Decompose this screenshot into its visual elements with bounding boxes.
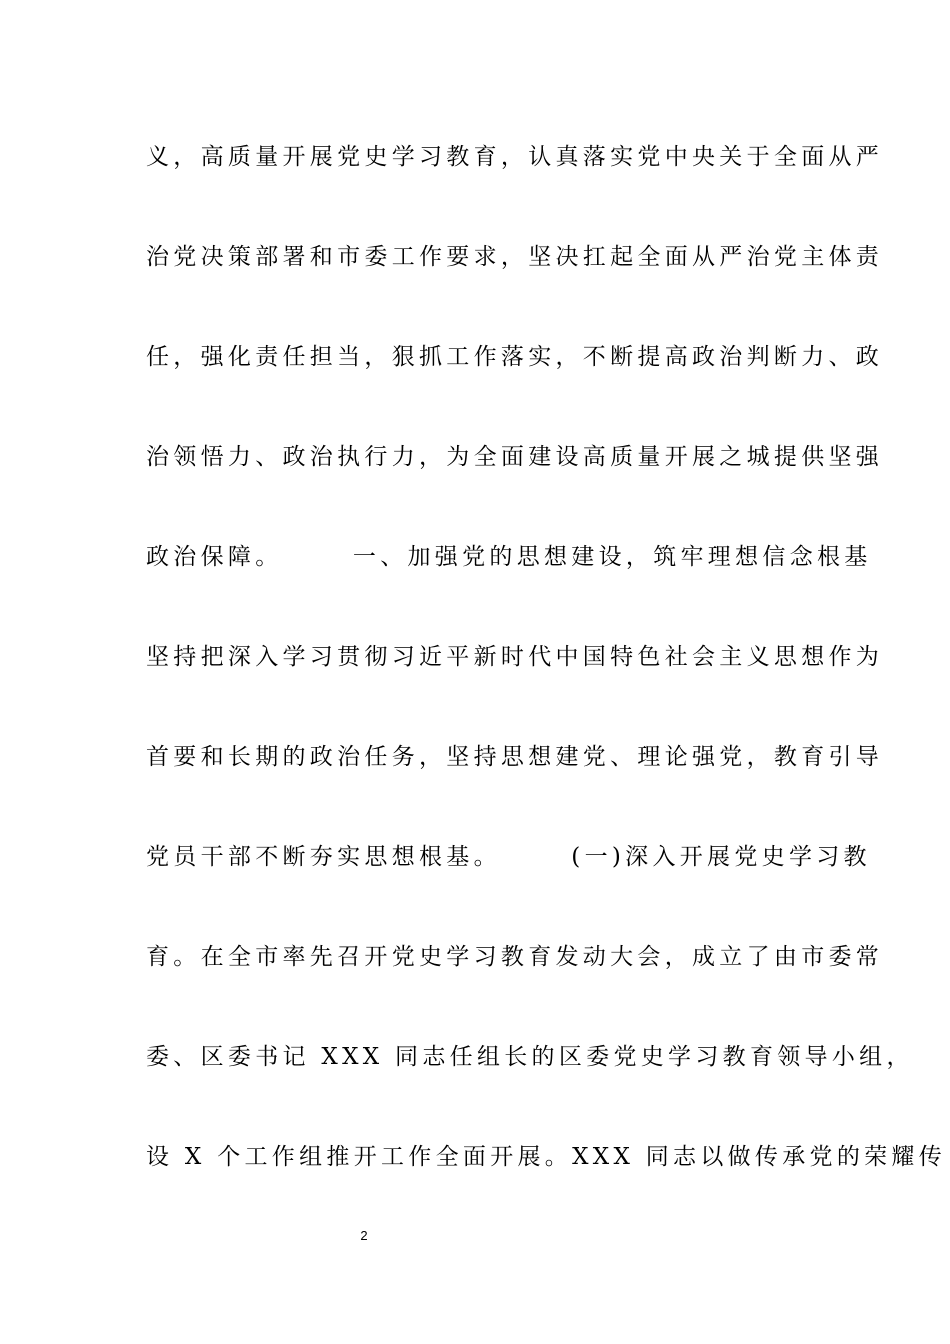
text-line: 治党决策部署和市委工作要求，坚决扛起全面从严治党主体责 bbox=[146, 244, 884, 270]
page-number: 2 bbox=[360, 1228, 368, 1243]
text-line: 委、区委书记 XXX 同志任组长的区委党史学习教育领导小组， bbox=[146, 1044, 914, 1070]
text-line: 育。在全市率先召开党史学习教育发动大会，成立了由市委常 bbox=[146, 944, 884, 970]
text-line: 治领悟力、政治执行力，为全面建设高质量开展之城提供坚强 bbox=[146, 444, 884, 470]
document-body bbox=[146, 132, 947, 1232]
text-line: 坚持把深入学习贯彻习近平新时代中国特色社会主义思想作为 bbox=[146, 644, 884, 670]
text-line: 设 X 个工作组推开工作全面开展。XXX 同志以做传承党的荣耀传 bbox=[146, 1144, 947, 1170]
text-line: 党员干部不断夯实思想根基。 (一)深入开展党史学习教 bbox=[146, 844, 871, 870]
text-line: 任，强化责任担当，狠抓工作落实，不断提高政治判断力、政 bbox=[146, 344, 884, 370]
text-line: 政治保障。 一、加强党的思想建设，筑牢理想信念根基 bbox=[146, 544, 872, 570]
text-line: 义，高质量开展党史学习教育，认真落实党中央关于全面从严 bbox=[146, 144, 884, 170]
text-line: 首要和长期的政治任务，坚持思想建党、理论强党，教育引导 bbox=[146, 744, 884, 770]
